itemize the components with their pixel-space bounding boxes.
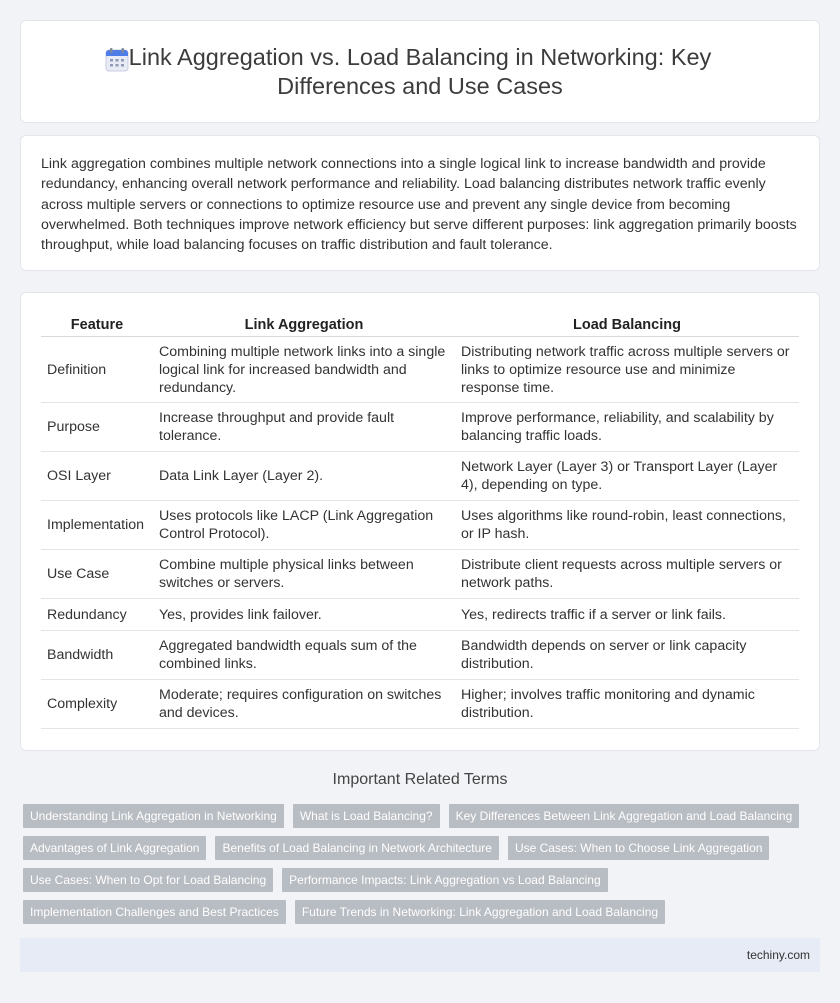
comparison-table-card bbox=[20, 292, 820, 751]
tag-row bbox=[23, 836, 823, 868]
link-aggregation-cell: Data Link Layer (Layer 2). bbox=[153, 452, 455, 501]
tag-row bbox=[23, 804, 823, 836]
table-row bbox=[41, 337, 799, 403]
header-feature: Feature bbox=[41, 315, 153, 337]
feature-cell: Definition bbox=[41, 337, 153, 403]
tag-row bbox=[23, 868, 823, 900]
page-title: Link Aggregation vs. Load Balancing in Networking: Key Differences and Use Cases bbox=[128, 44, 712, 99]
footer bbox=[20, 938, 820, 972]
load-balancing-cell: Network Layer (Layer 3) or Transport Layer (Layer 4), depending on type. bbox=[455, 452, 799, 501]
title-card bbox=[20, 20, 820, 123]
table-row bbox=[41, 631, 799, 680]
comparison-table bbox=[41, 315, 799, 729]
feature-cell: OSI Layer bbox=[41, 452, 153, 501]
tag-row bbox=[23, 900, 823, 932]
link-aggregation-cell: Uses protocols like LACP (Link Aggregation Control Protocol). bbox=[153, 501, 455, 550]
related-term-tag[interactable]: Key Differences Between Link Aggregation and Load Balancing bbox=[449, 804, 800, 828]
feature-cell: Bandwidth bbox=[41, 631, 153, 680]
related-terms-title: Important Related Terms bbox=[332, 771, 508, 788]
link-aggregation-cell: Moderate; requires configuration on switches and devices. bbox=[153, 680, 455, 729]
link-aggregation-cell: Increase throughput and provide fault tolerance. bbox=[153, 403, 455, 452]
related-term-tag[interactable]: Understanding Link Aggregation in Networking bbox=[23, 804, 284, 828]
feature-cell: Redundancy bbox=[41, 599, 153, 631]
table-row bbox=[41, 680, 799, 729]
calendar-icon bbox=[104, 47, 130, 73]
feature-cell: Purpose bbox=[41, 403, 153, 452]
table-header-row bbox=[41, 315, 799, 337]
table-row bbox=[41, 501, 799, 550]
table-row bbox=[41, 403, 799, 452]
title-wrap bbox=[21, 43, 819, 101]
feature-cell: Use Case bbox=[41, 550, 153, 599]
load-balancing-cell: Uses algorithms like round-robin, least connections, or IP hash. bbox=[455, 501, 799, 550]
related-term-tag[interactable]: Future Trends in Networking: Link Aggregation and Load Balancing bbox=[295, 900, 665, 924]
header-load-balancing: Load Balancing bbox=[455, 315, 799, 337]
related-term-tag[interactable]: Implementation Challenges and Best Practices bbox=[23, 900, 286, 924]
link-aggregation-cell: Aggregated bandwidth equals sum of the combined links. bbox=[153, 631, 455, 680]
load-balancing-cell: Yes, redirects traffic if a server or link fails. bbox=[455, 599, 799, 631]
related-term-tag[interactable]: Use Cases: When to Choose Link Aggregation bbox=[508, 836, 769, 860]
site-name[interactable]: techiny.com bbox=[746, 948, 810, 962]
table-row bbox=[41, 599, 799, 631]
load-balancing-cell: Bandwidth depends on server or link capacity distribution. bbox=[455, 631, 799, 680]
load-balancing-cell: Distribute client requests across multiple servers or network paths. bbox=[455, 550, 799, 599]
intro-card bbox=[20, 135, 820, 271]
related-term-tag[interactable]: What is Load Balancing? bbox=[293, 804, 440, 828]
link-aggregation-cell: Combine multiple physical links between switches or servers. bbox=[153, 550, 455, 599]
related-term-tag[interactable]: Advantages of Link Aggregation bbox=[23, 836, 206, 860]
load-balancing-cell: Distributing network traffic across multiple servers or links to optimize resource use and minimize response time. bbox=[455, 337, 799, 403]
load-balancing-cell: Higher; involves traffic monitoring and dynamic distribution. bbox=[455, 680, 799, 729]
link-aggregation-cell: Combining multiple network links into a single logical link for increased bandwidth and redundancy. bbox=[153, 337, 455, 403]
table-row bbox=[41, 452, 799, 501]
related-term-tag[interactable]: Use Cases: When to Opt for Load Balancing bbox=[23, 868, 273, 892]
header-link-aggregation: Link Aggregation bbox=[153, 315, 455, 337]
intro-paragraph: Link aggregation combines multiple network connections into a single logical link to increase bandwidth and provide redundancy, enhancing overall network performance and reliability. Load balancing distributes network traffic evenly across multiple servers or connections to optimize resource use and prevent any single device from becoming overwhelmed. Both techniques improve network efficiency but serve different purposes: link aggregation primarily boosts throughput, while load balancing focuses on traffic distribution and fault tolerance. bbox=[41, 156, 797, 254]
related-term-tag[interactable]: Benefits of Load Balancing in Network Architecture bbox=[215, 836, 498, 860]
feature-cell: Complexity bbox=[41, 680, 153, 729]
link-aggregation-cell: Yes, provides link failover. bbox=[153, 599, 455, 631]
load-balancing-cell: Improve performance, reliability, and scalability by balancing traffic loads. bbox=[455, 403, 799, 452]
table-row bbox=[41, 550, 799, 599]
related-terms-tags bbox=[23, 804, 823, 932]
related-term-tag[interactable]: Performance Impacts: Link Aggregation vs Load Balancing bbox=[282, 868, 608, 892]
feature-cell: Implementation bbox=[41, 501, 153, 550]
